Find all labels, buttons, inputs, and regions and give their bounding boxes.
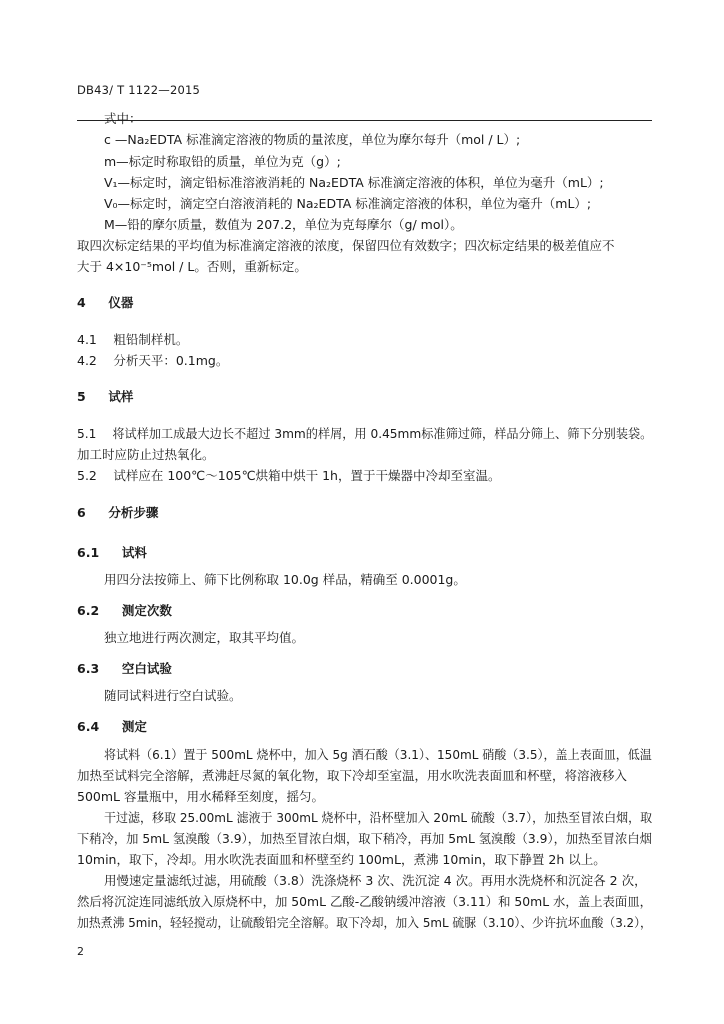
subsection-number: 6.1: [77, 545, 100, 560]
section-4-heading: [77, 293, 133, 311]
page-number: 2: [77, 945, 84, 958]
subsection-number: 6.4: [77, 719, 100, 734]
paragraph-6-4-3-line-3: 加热煮沸 5min，轻轻搅动，让硫酸铅完全溶解。取下冷却，加入 5mL 硫脲（3.10）、少许抗坏血酸（3.2），: [77, 915, 652, 930]
subsection-title: 测定次数: [121, 603, 172, 618]
subsection-title: 试料: [121, 545, 147, 560]
section-5-heading: [77, 387, 133, 405]
paragraph-6-4-1-line-1: 将试料（6.1）置于 500mL 烧杯中，加入 5g 酒石酸（3.1）、150mL 硝酸（3.5），盖上表面皿，低温: [104, 747, 652, 762]
calibration-note-line-2: 大于 4×10⁻⁵mol / L。否则，重新标定。: [77, 259, 307, 274]
section-6-heading: [77, 503, 158, 521]
item-5-1-line-1: 5.1 将试样加工成最大边长不超过 3mm的样屑，用 0.45mm标准筛过筛，样品分筛上、筛下分别装袋。: [77, 426, 653, 441]
subsection-title: 测定: [121, 719, 147, 734]
subsection-number: 6.2: [77, 603, 100, 618]
subsection-6-1-heading: [77, 543, 147, 561]
paragraph-6-4-2-line-1: 干过滤，移取 25.00mL 滤液于 300mL 烧杯中，沿杯壁加入 20mL 硫酸（3.7），加热至冒浓白烟，取: [104, 810, 653, 825]
formula-intro: 式中：: [104, 111, 142, 126]
paragraph-6-4-2-line-2: 下稍冷，加 5mL 氢溴酸（3.9），加热至冒浓白烟，取下稍冷，再加 5mL 氢溴酸（3.9），加热至冒浓白烟: [77, 831, 652, 846]
item-5-2: 5.2 试样应在 100℃～105℃烘箱中烘干 1h，置于干燥器中冷却至室温。: [77, 468, 501, 483]
item-4-1: 4.1 粗铅制样机。: [77, 332, 189, 347]
item-5-1-line-2: 加工时应防止过热氧化。: [77, 447, 215, 462]
paragraph-6-4-3-line-2: 然后将沉淀连同滤纸放入原烧杯中，加 50mL 乙酸-乙酸钠缓冲溶液（3.11）和 50mL 水，盖上表面皿，: [77, 894, 653, 909]
section-title: 试样: [108, 389, 134, 404]
item-4-2: 4.2 分析天平：0.1mg。: [77, 353, 229, 368]
subsection-6-2-heading: [77, 601, 172, 619]
section-number: 5: [77, 389, 86, 404]
definition-m: m—标定时称取铅的质量，单位为克（g）;: [104, 154, 341, 169]
calibration-note-line-1: 取四次标定结果的平均值为标准滴定溶液的浓度，保留四位有效数字；四次标定结果的极差值应不: [77, 238, 615, 253]
section-number: 6: [77, 505, 86, 520]
subsection-6-3-text: 随同试料进行空白试验。: [104, 688, 242, 703]
paragraph-6-4-1-line-2: 加热至试料完全溶解，煮沸赶尽氮的氧化物，取下冷却至室温，用水吹洗表面皿和杯壁，将溶液移入: [77, 768, 628, 783]
watermark: [204, 220, 660, 623]
definition-m-molar: M—铅的摩尔质量，数值为 207.2，单位为克每摩尔（g/ mol）。: [104, 217, 463, 232]
section-number: 4: [77, 295, 86, 310]
subsection-6-2-text: 独立地进行两次测定，取其平均值。: [104, 630, 305, 645]
definition-v0: V₀—标定时，滴定空白溶液消耗的 Na₂EDTA 标准滴定溶液的体积，单位为毫升（mL）;: [104, 196, 592, 211]
paragraph-6-4-1-line-3: 500mL 容量瓶中，用水稀释至刻度，摇匀。: [77, 789, 324, 804]
section-title: 分析步骤: [108, 505, 159, 520]
subsection-title: 空白试验: [121, 661, 172, 676]
paragraph-6-4-2-line-3: 10min，取下，冷却。用水吹洗表面皿和杯壁至约 100mL，煮沸 10min，取下静置 2h 以上。: [77, 852, 606, 867]
subsection-6-3-heading: [77, 659, 172, 677]
document-code: DB43/ T 1122—2015: [77, 83, 201, 97]
paragraph-6-4-3-line-1: 用慢速定量滤纸过滤，用硫酸（3.8）洗涤烧杯 3 次、洗沉淀 4 次。再用水洗烧杯和沉淀各 2 次，: [104, 873, 647, 888]
subsection-6-4-heading: [77, 717, 147, 735]
definition-v1: V₁—标定时，滴定铅标准溶液消耗的 Na₂EDTA 标准滴定溶液的体积，单位为毫升（mL）;: [104, 175, 604, 190]
section-title: 仪器: [108, 295, 134, 310]
subsection-number: 6.3: [77, 661, 100, 676]
header-rule: [77, 120, 652, 121]
definition-c: c —Na₂EDTA 标准滴定溶液的物质的量浓度，单位为摩尔每升（mol / L）;: [104, 132, 521, 147]
subsection-6-1-text: 用四分法按筛上、筛下比例称取 10.0g 样品，精确至 0.0001g。: [104, 572, 466, 587]
